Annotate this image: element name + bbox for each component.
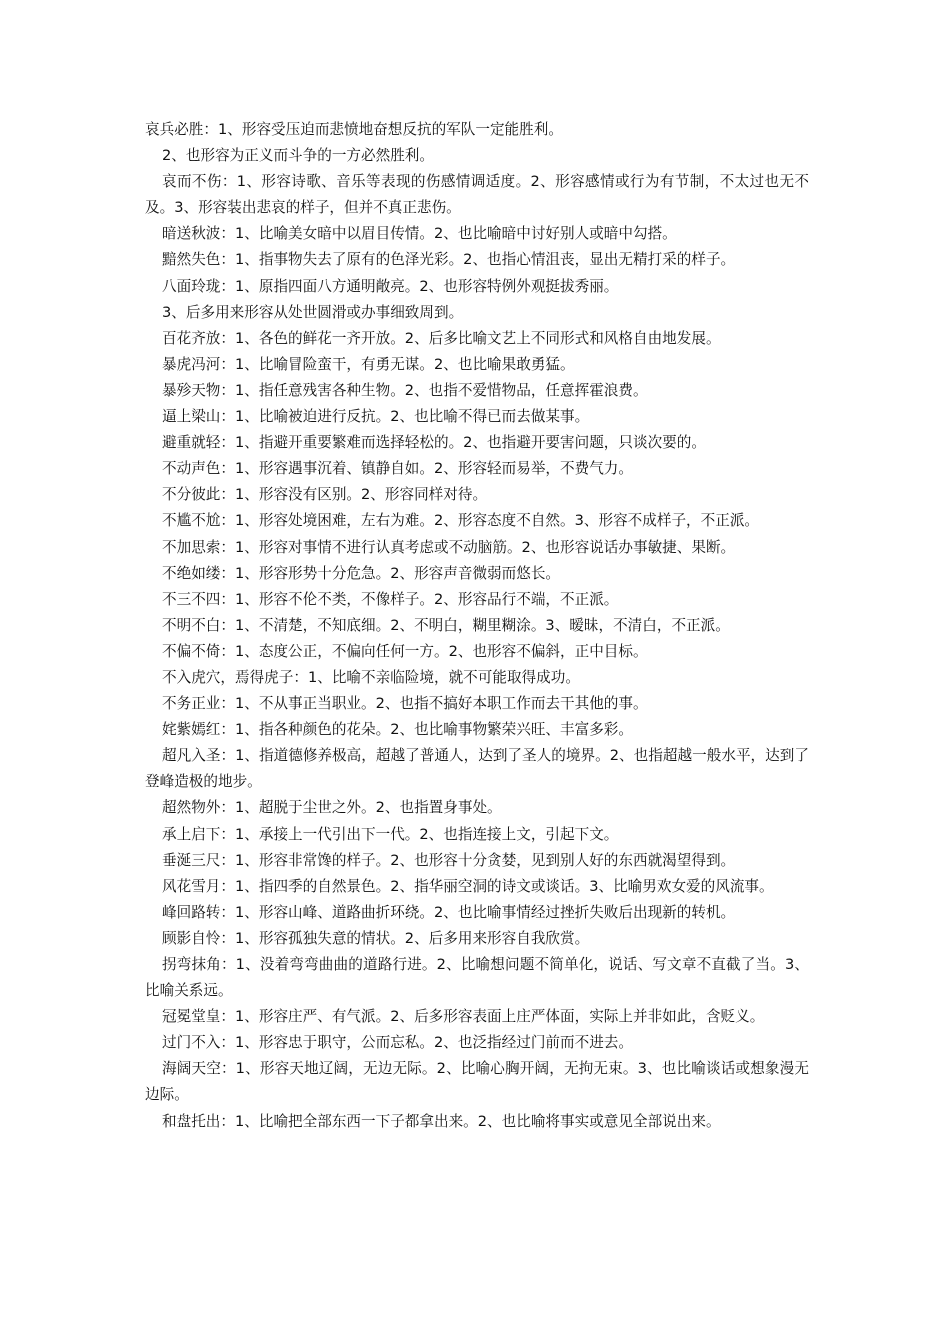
- paragraph: 峰回路转：1、形容山峰、道路曲折环绕。2、也比喻事情经过挫折失败后出现新的转机。: [162, 903, 736, 921]
- paragraph: 和盘托出：1、比喻把全部东西一下子都拿出来。2、也比喻将事实或意见全部说出来。: [162, 1112, 721, 1130]
- idiom-text-body: [145, 117, 809, 1135]
- paragraph: 避重就轻：1、指避开重要繁难而选择轻松的。2、也指避开要害问题，只谈次要的。: [162, 434, 706, 452]
- paragraph: 海阔天空：1、形容天地辽阔，无边无际。2、比喻心胸开阔，无拘无束。3、也比喻谈话或想象漫无边际。: [145, 1060, 809, 1104]
- paragraph: 不明不白：1、不清楚，不知底细。2、不明白，糊里糊涂。3、暧昧，不清白，不正派。: [162, 616, 730, 634]
- paragraph: 不尴不尬：1、形容处境困难，左右为难。2、形容态度不自然。3、形容不成样子，不正派。: [162, 512, 760, 530]
- paragraph: 过门不入：1、形容忠于职守，公而忘私。2、也泛指经过门前而不进去。: [162, 1034, 633, 1052]
- paragraph: 冠冕堂皇：1、形容庄严、有气派。2、后多形容表面上庄严体面，实际上并非如此，含贬义。: [162, 1008, 765, 1026]
- paragraph: 风花雪月：1、指四季的自然景色。2、指华丽空洞的诗文或谈话。3、比喻男欢女爱的风流事。: [162, 877, 774, 895]
- paragraph: 不入虎穴，焉得虎子：1、比喻不亲临险境，就不可能取得成功。: [162, 668, 580, 686]
- paragraph: 不分彼此：1、形容没有区别。2、形容同样对待。: [162, 486, 488, 504]
- paragraph: 哀兵必胜：1、形容受压迫而悲愤地奋想反抗的军队一定能胜利。: [145, 121, 563, 138]
- paragraph: 暗送秋波：1、比喻美女暗中以眉目传情。2、也比喻暗中讨好别人或暗中勾搭。: [162, 225, 677, 243]
- paragraph: 超凡入圣：1、指道德修养极高，超越了普通人，达到了圣人的境界。2、也指超越一般水平，达到了登峰造极的地步。: [145, 747, 809, 791]
- paragraph: 姹紫嫣红：1、指各种颜色的花朵。2、也比喻事物繁荣兴旺、丰富多彩。: [162, 721, 633, 739]
- paragraph: 黯然失色：1、指事物失去了原有的色泽光彩。2、也指心情沮丧，显出无精打采的样子。: [162, 251, 736, 269]
- paragraph: 3、后多用来形容从处世圆滑或办事细致周到。: [162, 303, 464, 321]
- paragraph: 不绝如缕：1、形容形势十分危急。2、形容声音微弱而悠长。: [162, 564, 561, 582]
- paragraph: 暴殄天物：1、指任意残害各种生物。2、也指不爱惜物品，任意挥霍浪费。: [162, 381, 648, 399]
- paragraph: 垂涎三尺：1、形容非常馋的样子。2、也形容十分贪婪，见到别人好的东西就渴望得到。: [162, 851, 736, 869]
- paragraph: 暴虎冯河：1、比喻冒险蛮干，有勇无谋。2、也比喻果敢勇猛。: [162, 355, 575, 373]
- paragraph: 承上启下：1、承接上一代引出下一代。2、也指连接上文，引起下文。: [162, 825, 619, 843]
- paragraph: 拐弯抹角：1、没着弯弯曲曲的道路行进。2、比喻想问题不简单化，说话、写文章不直截了当。3、比喻关系远。: [145, 956, 809, 1000]
- paragraph: 不加思索：1、形容对事情不进行认真考虑或不动脑筋。2、也形容说话办事敏捷、果断。: [162, 538, 736, 556]
- paragraph: 八面玲珑：1、原指四面八方通明敞亮。2、也形容特例外观挺拔秀丽。: [162, 277, 619, 295]
- paragraph: 不动声色：1、形容遇事沉着、镇静自如。2、形容轻而易举，不费气力。: [162, 460, 633, 478]
- paragraph: 哀而不伤：1、形容诗歌、音乐等表现的伤感情调适度。2、形容感情或行为有节制，不太过也无不及。3、形容装出悲哀的样子，但并不真正悲伤。: [145, 173, 809, 217]
- paragraph: 超然物外：1、超脱于尘世之外。2、也指置身事处。: [162, 799, 502, 817]
- paragraph: 不务正业：1、不从事正当职业。2、也指不搞好本职工作而去干其他的事。: [162, 695, 648, 713]
- paragraph: 逼上梁山：1、比喻被迫进行反抗。2、也比喻不得已而去做某事。: [162, 408, 590, 426]
- paragraph: 不三不四：1、形容不伦不类，不像样子。2、形容品行不端，不正派。: [162, 590, 619, 608]
- paragraph: 2、也形容为正义而斗争的一方必然胜利。: [162, 147, 434, 165]
- paragraph: 百花齐放：1、各色的鲜花一齐开放。2、后多比喻文艺上不同形式和风格自由地发展。: [162, 329, 721, 347]
- paragraph: 不偏不倚：1、态度公正，不偏向任何一方。2、也形容不偏斜，正中目标。: [162, 642, 648, 660]
- paragraph: 顾影自怜：1、形容孤独失意的情状。2、后多用来形容自我欣赏。: [162, 929, 590, 947]
